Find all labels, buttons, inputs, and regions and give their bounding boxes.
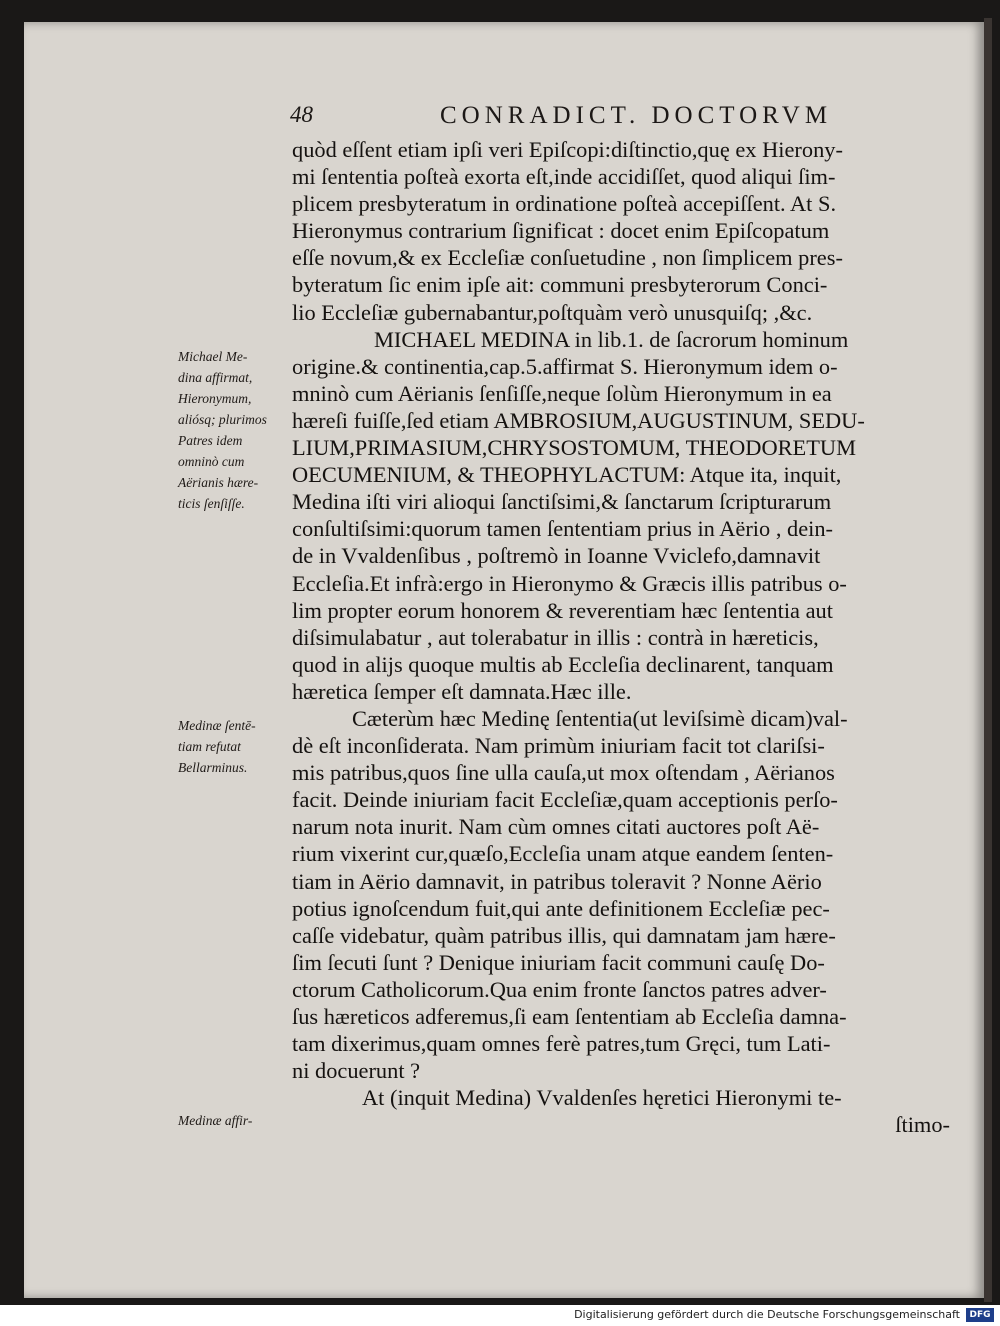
text-line: narum nota inurit. Nam cùm omnes citati auctores poſt Aë- bbox=[292, 814, 820, 840]
text-line: plicem presbyteratum in ordinatione poſteà accepiſſent. At S. bbox=[292, 191, 837, 217]
margin-note-line: Bellarminus. bbox=[178, 760, 248, 775]
text-line: hæreſi fuiſſe,ſed etiam AMBROSIUM,AUGUSTINUM, SEDU- bbox=[292, 407, 865, 433]
running-head bbox=[290, 102, 950, 136]
text-line: diſsimulabatur , aut tolerabatur in illis : contrà in hæreticis, bbox=[292, 624, 819, 650]
text-line: Medina iſti viri alioqui ſanctiſsimi,& ſanctarum ſcripturarum bbox=[292, 489, 832, 515]
margin-note-medina-affir bbox=[178, 1110, 290, 1131]
text-line: mninò cum Aërianis ſenſiſſe,neque ſolùm Hieronymum in ea bbox=[292, 380, 832, 406]
margin-note-line: Michael Me- bbox=[178, 349, 248, 364]
text-line: Cæterùm hæc Medinę ſententia(ut leviſsimè dicam)val- bbox=[352, 705, 848, 731]
text-line: hæretica ſemper eſt damnata.Hæc ille. bbox=[292, 678, 632, 704]
margin-note-line: tiam refutat bbox=[178, 739, 241, 754]
running-title: CONRADICT. DOCTORVM bbox=[440, 102, 833, 129]
margin-note-line: Aërianis hære- bbox=[178, 475, 259, 490]
text-line: MICHAEL MEDINA in lib.1. de ſacrorum hominum bbox=[374, 326, 849, 352]
text-line: lim propter eorum honorem & reverentiam hæc ſententia aut bbox=[292, 597, 833, 623]
margin-note-line: ticis ſenſiſſe. bbox=[178, 496, 245, 511]
text-line: tam dixerimus,quam omnes ferè patres,tum Gręci, tum Lati- bbox=[292, 1031, 831, 1057]
text-line: LIUM,PRIMASIUM,CHRYSOSTOMUM, THEODORETUM bbox=[292, 435, 856, 461]
margin-note-line: Patres idem bbox=[178, 433, 243, 448]
text-line: potius ignoſcendum fuit,qui ante definitionem Eccleſiæ pec- bbox=[292, 895, 830, 921]
text-line: eſſe novum,& ex Eccleſiæ conſuetudine , non ſimplicem pres- bbox=[292, 245, 843, 271]
text-line: ctorum Catholicorum.Qua enim fronte ſanctos patres adver- bbox=[292, 976, 827, 1002]
text-line: lio Eccleſiæ gubernabantur,poſtquàm verò unusquiſq; ,&c. bbox=[292, 299, 813, 325]
text-line: At (inquit Medina) Vvaldenſes hęretici Hieronymi te- bbox=[362, 1085, 842, 1111]
text-line: ni docuerunt ? bbox=[292, 1058, 421, 1084]
text-line: origine.& continentia,cap.5.affirmat S. Hieronymum idem o- bbox=[292, 353, 838, 379]
text-line: mis patribus,quos ſine ulla cauſa,ut mox oſtendam , Aërianos bbox=[292, 760, 835, 786]
text-line: facit. Deinde iniuriam facit Eccleſiæ,quam acceptionis perſo- bbox=[292, 787, 838, 813]
text-line: OECUMENIUM, & THEOPHYLACTUM: Atque ita, inquit, bbox=[292, 462, 842, 488]
margin-note-bellarminus bbox=[178, 715, 290, 778]
text-line: Eccleſia.Et infrà:ergo in Hieronymo & Græcis illis patribus o- bbox=[292, 570, 847, 596]
text-line: dè eſt inconſiderata. Nam primùm iniuriam facit tot clariſsi- bbox=[292, 733, 825, 759]
text-line: Hieronymus contrarium ſignificat : docet enim Epiſcopatum bbox=[292, 218, 830, 244]
text-line: caſſe videbatur, quàm patribus illis, qui damnatam jam hære- bbox=[292, 922, 836, 948]
text-line: tiam in Aërio damnavit, in patribus toleravit ? Nonne Aërio bbox=[292, 868, 822, 894]
text-line: conſultiſsimi:quorum tamen ſententiam prius in Aërio , dein- bbox=[292, 516, 834, 542]
dfg-logo: DFG bbox=[966, 1308, 994, 1322]
text-line: ſtimo- bbox=[895, 1112, 950, 1138]
text-line: rium vixerint cur,quæſo,Eccleſia unam atque eandem ſenten- bbox=[292, 841, 834, 867]
text-line: ſim ſecuti ſunt ? Denique iniuriam facit communi cauſę Do- bbox=[292, 949, 825, 975]
text-line: de in Vvaldenſibus , poſtremò in Ioanne Vviclefo,damnavit bbox=[292, 543, 821, 569]
margin-note-line: omninò cum bbox=[178, 454, 245, 469]
margin-note-line: aliósq; plurimos bbox=[178, 412, 267, 427]
text-line: quod in alijs quoque multis ab Eccleſia declinarent, tanquam bbox=[292, 651, 834, 677]
text-line: byteratum ſic enim ipſe ait: communi presbyterorum Conci- bbox=[292, 272, 828, 298]
margin-note-medina-affirmat bbox=[178, 346, 290, 514]
page-number: 48 bbox=[290, 102, 313, 127]
page-edge bbox=[984, 18, 992, 1302]
margin-note-line: Hieronymum, bbox=[178, 391, 252, 406]
main-text-block bbox=[292, 136, 950, 1138]
margin-note-line: Medinæ ſentē- bbox=[178, 718, 256, 733]
text-line: quòd eſſent etiam ipſi veri Epiſcopi:diſtinctio,quę ex Hierony- bbox=[292, 137, 843, 162]
margin-note-line: dina affirmat, bbox=[178, 370, 253, 385]
margin-note-line: Medinæ affir- bbox=[178, 1113, 253, 1128]
footer-bar bbox=[0, 1305, 1000, 1326]
text-line: mi ſententia poſteà exorta eſt,inde accidiſſet, quod aliqui ſim- bbox=[292, 164, 836, 190]
footer-credit: Digitalisierung gefördert durch die Deutsche Forschungsgemeinschaft bbox=[574, 1308, 960, 1321]
text-line: ſus hæreticos adferemus,ſi eam ſententiam ab Eccleſia damna- bbox=[292, 1004, 847, 1029]
